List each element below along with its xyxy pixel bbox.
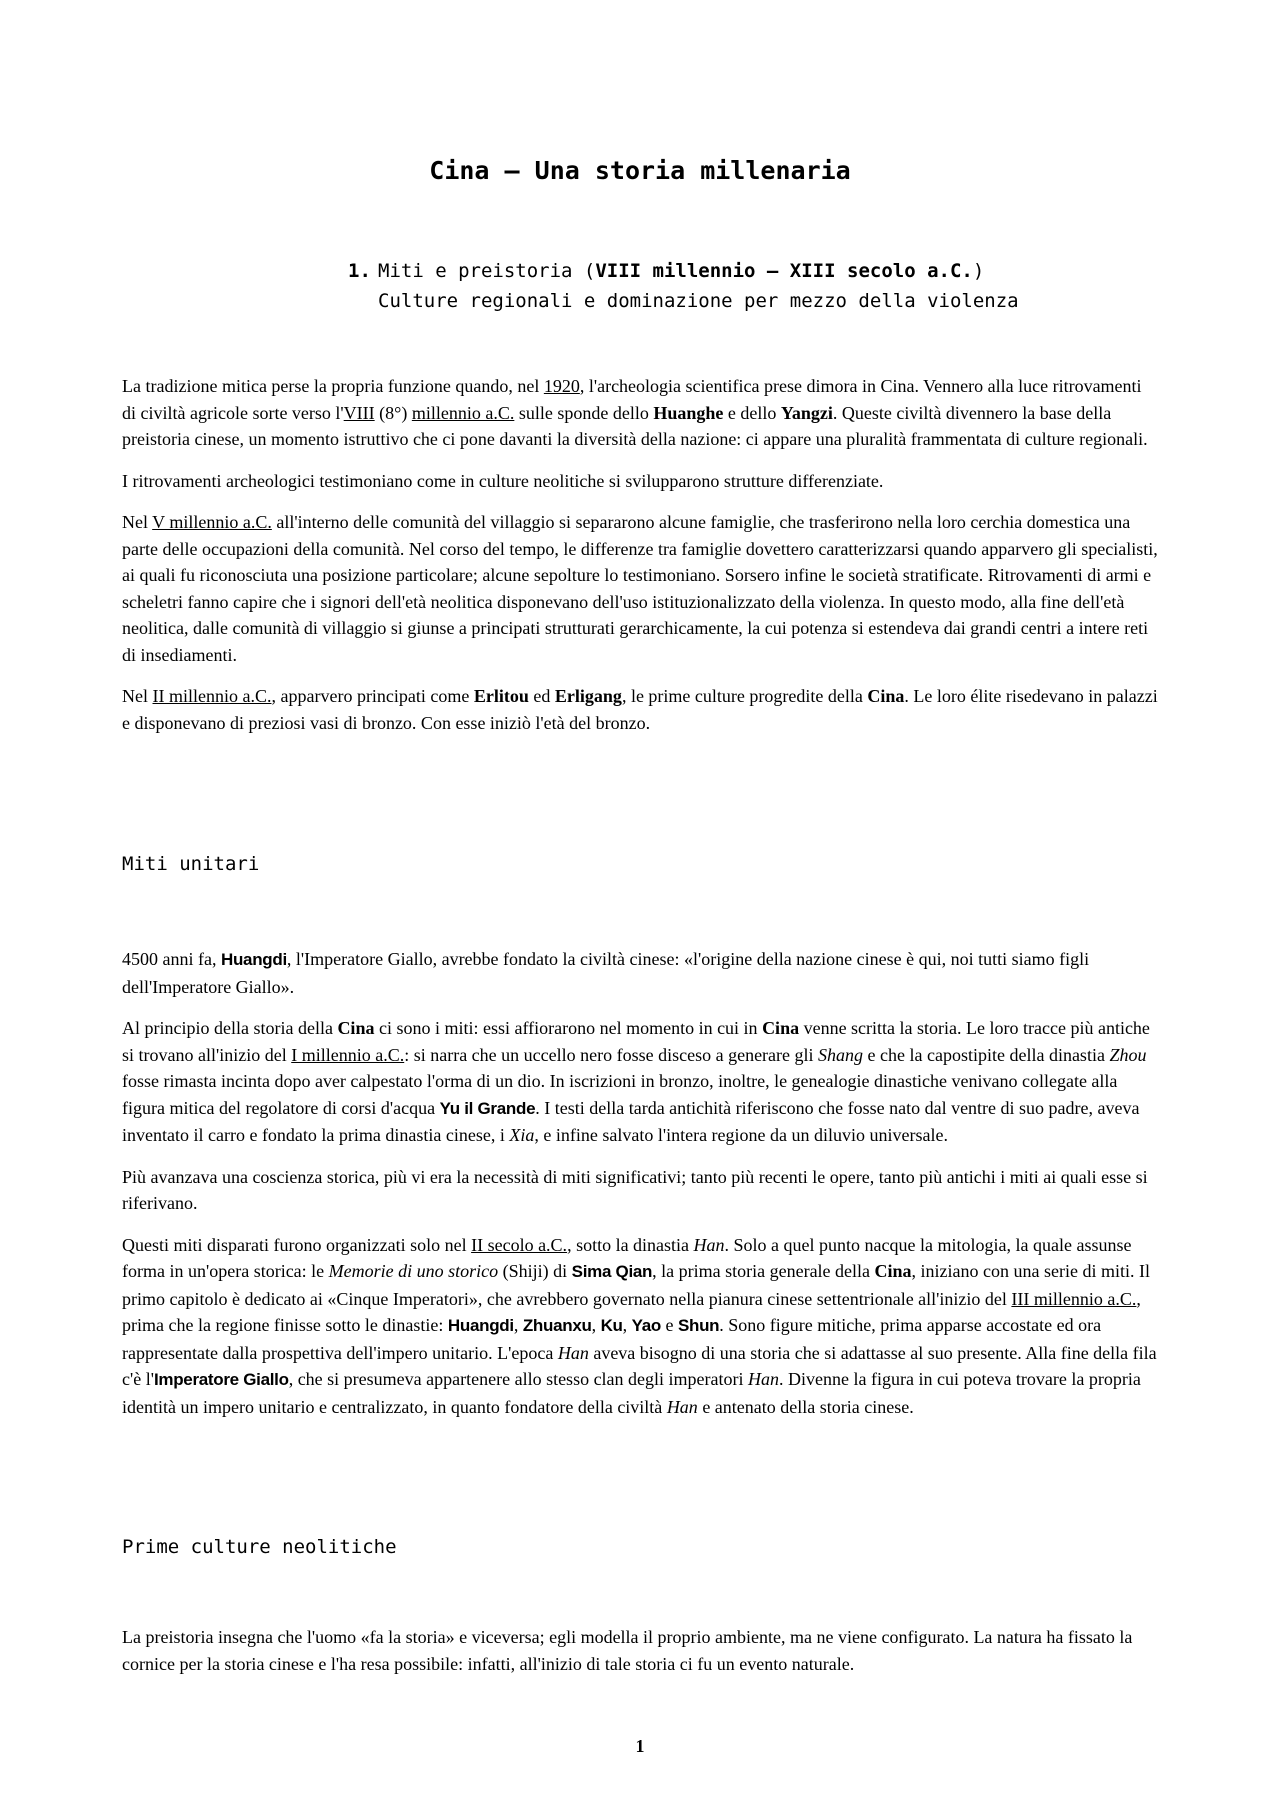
text: Nel	[122, 686, 153, 706]
term-yao: Yao	[631, 1316, 661, 1335]
section-heading	[348, 256, 1148, 316]
date-i-millennio: I millennio a.C.	[291, 1044, 405, 1065]
term-imperatore-giallo: Imperatore Giallo	[153, 1370, 289, 1389]
text: ,	[622, 1315, 632, 1335]
term-erligang: Erligang	[554, 686, 622, 706]
text: , la prima storia generale della	[652, 1261, 875, 1281]
text: Al principio della storia della	[122, 1018, 338, 1038]
text: ci sono i miti: essi affiorarono nel momento in cui in	[374, 1018, 763, 1038]
section-label: Miti e preistoria (	[378, 260, 596, 282]
text: fosse rimasta incinta dopo aver calpestato l'orma di un dio. In iscrizioni in bronzo, inoltre, le genealogie dinastiche venivano collegate alla figura mitica del regolatore di corsi d'acqua	[122, 1071, 1118, 1118]
text: e dello	[723, 402, 781, 423]
term-xia: Xia	[509, 1125, 535, 1145]
text: La tradizione mitica perse la propria funzione quando, nel	[122, 376, 544, 396]
text: all'interno delle comunità del villaggio si separarono alcune famiglie, che trasferirono nella loro cerchia domestica una parte delle occupazioni della comunità. Nel corso del tempo, le differenze tra famiglie dovettero caratterizzarsi quando apparvero gli specialisti, ai quali fu riconosciuta una posizione particolare; alcune sepolture lo testimoniano. Sorsero infine le società stratificate. Ritrovamenti di armi e scheletri fanno capire che i signori dell'età neolitica disponevano dell'uso istituzionalizzato della violenza. In questo modo, alla fine dell'età neolitica, dalle comunità di villaggio si giunse a principati strutturati gerarchicamente, la cui potenza si estendeva dai grandi centri a intere reti di insediamenti.	[122, 512, 1158, 665]
text: e antenato della storia cinese.	[697, 1396, 914, 1417]
section-subtitle: Culture regionali e dominazione per mezzo della violenza	[378, 290, 1019, 312]
text: . Le loro élite risedevano in palazzi e disponevano di preziosi vasi di bronzo. Con esse iniziò l'età del bronzo.	[122, 686, 1158, 733]
subheading-miti-unitari: Miti unitari	[122, 853, 260, 875]
date-1920: 1920	[543, 376, 580, 396]
text: , l'archeologia scientifica prese dimora in Cina. Vennero alla luce ritrovamenti di civiltà agricole sorte verso l'	[122, 376, 1142, 423]
text: : si narra che un uccello nero fosse disceso a generare gli	[404, 1044, 819, 1065]
term-han: Han	[557, 1342, 589, 1363]
section-close: )	[972, 260, 985, 282]
date-viii: VIII	[343, 402, 375, 423]
text: Questi miti disparati furono organizzati solo nel	[122, 1234, 472, 1255]
text: . Queste civiltà divennero la base della preistoria cinese, un momento istruttivo che ci pone davanti la diversità della nazione: ci appare una pluralità frammentata di culture regionali.	[122, 402, 1148, 449]
term-cina: Cina	[874, 1261, 912, 1281]
term-cina: Cina	[867, 686, 905, 706]
text: . Solo a quel punto nacque la mitologia, la quale assunse forma in un'opera storica: le	[122, 1234, 1132, 1281]
text: e che la capostipite della dinastia	[863, 1044, 1110, 1065]
term-han: Han	[748, 1369, 780, 1389]
term-huanghe: Huanghe	[653, 402, 724, 423]
paragraph-3	[122, 509, 1158, 668]
term-yangzi: Yangzi	[780, 402, 833, 423]
document-title: Cina – Una storia millenaria	[429, 156, 851, 185]
text: , e infine salvato l'intera regione da un diluvio universale.	[534, 1125, 948, 1145]
paragraph-2: I ritrovamenti archeologici testimoniano come in culture neolitiche si svilupparono strutture differenziate.	[122, 470, 884, 491]
text: ,	[513, 1315, 523, 1335]
term-han: Han	[666, 1396, 698, 1417]
text: (8°)	[374, 402, 412, 423]
text: . Divenne la figura in cui poteva trovare la propria identità un impero unitario e centralizzato, in quanto fondatore della civiltà	[122, 1369, 1141, 1417]
text: , le prime culture progredite della	[621, 686, 868, 706]
date-v-millennio: V millennio a.C.	[152, 512, 272, 532]
term-zhou: Zhou	[1109, 1044, 1147, 1065]
text: , che si presumeva appartenere allo stesso clan degli imperatori	[288, 1369, 749, 1389]
text: . Sono figure mitiche, prima apparse accostate ed ora rappresentate dalla prospettiva dell'impero unitario. L'epoca	[122, 1315, 1102, 1363]
text: Nel	[122, 512, 153, 532]
term-yu: Yu il Grande	[439, 1098, 536, 1118]
term-sima-qian: Sima Qian	[571, 1262, 653, 1281]
paragraph-6	[122, 1015, 1158, 1149]
text: e	[660, 1315, 678, 1335]
body-block-3	[122, 1624, 1158, 1692]
body-block-2	[122, 946, 1158, 1435]
term-erlitou: Erlitou	[473, 686, 529, 706]
text: (Shiji) di	[498, 1261, 572, 1281]
term-zhuanxu: Zhuanxu	[522, 1316, 592, 1335]
paragraph-9: La preistoria insegna che l'uomo «fa la storia» e viceversa; egli modella il proprio ambiente, ma ne viene configurato. La natura ha fissato la cornice per la storia cinese e l'ha resa possibile: infatti, all'inizio di tale storia ci fu un evento naturale.	[122, 1627, 1133, 1674]
text: , apparvero principati come	[271, 686, 474, 706]
paragraph-5	[122, 946, 1158, 1000]
term-huangdi: Huangdi	[447, 1316, 514, 1335]
date-ii-millennio: II millennio a.C.	[152, 686, 272, 706]
section-range: VIII millennio – XIII secolo a.C.	[595, 260, 973, 282]
date-ii-secolo: II secolo a.C.	[471, 1234, 568, 1255]
term-han: Han	[693, 1234, 725, 1255]
term-huangdi: Huangdi	[220, 950, 287, 969]
text: , sotto la dinastia	[567, 1234, 694, 1255]
text: ,	[591, 1315, 601, 1335]
date-iii-millennio: III millennio a.C.	[1011, 1288, 1137, 1309]
text: . I testi della tarda antichità riferiscono che fosse nato dal ventre di suo padre, aveva inventato il carro e fondato la prima dinastia cinese, i	[122, 1097, 1140, 1145]
term-shang: Shang	[818, 1044, 864, 1065]
text: 4500 anni fa,	[122, 949, 221, 969]
body-block-1	[122, 373, 1158, 751]
text: , l'Imperatore Giallo, avrebbe fondato la civiltà cinese: «l'origine della nazione cinese è qui, noi tutti siamo figli dell'Imperatore Giallo».	[122, 949, 1090, 997]
date-millennio: millennio a.C.	[411, 402, 515, 423]
term-shun: Shun	[677, 1316, 720, 1335]
text: ed	[528, 686, 555, 706]
subheading-prime-culture: Prime culture neolitiche	[122, 1536, 397, 1558]
text: aveva bisogno di una storia che si adattasse al suo presente. Alla fine della fila c'è l'	[122, 1342, 1157, 1389]
paragraph-7: Più avanzava una coscienza storica, più vi era la necessità di miti significativi; tanto più recenti le opere, tanto più antichi i miti ai quali esse si riferivano.	[122, 1166, 1148, 1213]
term-cina: Cina	[337, 1018, 375, 1038]
paragraph-4	[122, 683, 1158, 736]
page-number: 1	[635, 1736, 645, 1756]
paragraph-1	[122, 373, 1158, 453]
term-cina: Cina	[762, 1018, 800, 1038]
text: , prima che la regione finisse sotto le dinastie:	[122, 1288, 1141, 1335]
paragraph-8	[122, 1232, 1158, 1421]
term-memorie: Memorie di uno storico	[328, 1261, 499, 1281]
text: venne scritta la storia. Le loro tracce più antiche si trovano all'inizio del	[122, 1018, 1150, 1065]
text: , iniziano con una serie di miti. Il primo capitolo è dedicato ai «Cinque Imperatori», che avrebbero governato nella pianura cinese settentrionale all'inizio del	[122, 1261, 1150, 1309]
text: sulle sponde dello	[514, 402, 654, 423]
term-ku: Ku	[600, 1316, 623, 1335]
section-number: 1.	[348, 260, 371, 282]
